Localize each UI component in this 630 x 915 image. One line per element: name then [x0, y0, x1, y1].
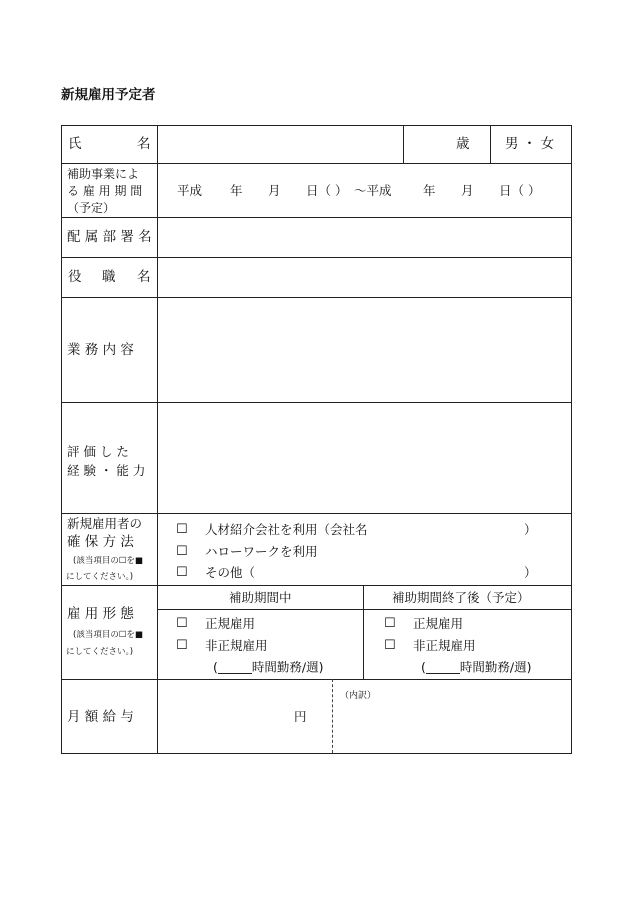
- checkbox-during-nonregular[interactable]: ☐: [176, 638, 188, 653]
- during-hours: ( 時間勤務/週): [213, 659, 324, 675]
- department-field[interactable]: [158, 218, 571, 256]
- option-agency-close: ）: [524, 522, 537, 537]
- option-other-label: その他（: [205, 565, 256, 580]
- salary-amount-field[interactable]: [160, 690, 290, 740]
- recruitment-note-line2: にしてください。): [66, 572, 134, 582]
- after-regular-label: 正規雇用: [413, 616, 464, 631]
- period-from-month: 月: [268, 183, 281, 198]
- employment-col2-header: 補助期間終了後（予定）: [392, 590, 530, 605]
- position-field[interactable]: [158, 258, 571, 296]
- experience-field[interactable]: [158, 403, 571, 512]
- page-title: 新規雇用予定者: [61, 87, 156, 103]
- option-other-close: ）: [524, 565, 537, 580]
- gender-options[interactable]: 男 ・ 女: [505, 136, 555, 152]
- age-field[interactable]: [404, 126, 454, 162]
- checkbox-after-regular[interactable]: ☐: [384, 616, 396, 631]
- experience-label-line1: 評 価 し た: [67, 444, 129, 459]
- position-label-c: 名: [137, 269, 151, 285]
- period-to-era: ～平成: [354, 183, 392, 198]
- period-from-day: 日（ ）: [306, 183, 348, 198]
- duties-field[interactable]: [158, 298, 571, 401]
- position-label-a: 役: [68, 269, 82, 285]
- employment-col1-header: 補助期間中: [229, 590, 292, 605]
- name-label-b: 名: [137, 136, 151, 152]
- period-label-line1: 補助事業によ: [67, 167, 140, 181]
- recruitment-label-line1: 新規雇用者の: [67, 516, 143, 531]
- checkbox-during-regular[interactable]: ☐: [176, 616, 188, 631]
- other-detail-field[interactable]: [262, 563, 520, 581]
- after-hours-suffix: 時間勤務/週: [459, 659, 527, 675]
- salary-breakdown-field[interactable]: [334, 705, 569, 751]
- employment-note-line2: にしてください。): [66, 647, 134, 657]
- after-nonregular-label: 非正規雇用: [413, 638, 476, 653]
- position-label-b: 職: [102, 269, 116, 285]
- period-from-year: 年: [230, 183, 243, 198]
- checkbox-other[interactable]: ☐: [176, 565, 188, 580]
- salary-label: 月 額 給 与: [67, 709, 134, 725]
- salary-unit: 円: [294, 709, 307, 724]
- checkbox-after-nonregular[interactable]: ☐: [384, 638, 396, 653]
- name-field[interactable]: [158, 126, 402, 162]
- checkbox-agency[interactable]: ☐: [176, 522, 188, 537]
- period-to-day: 日（ ）: [499, 183, 541, 198]
- after-hours: ( 時間勤務/週): [421, 659, 532, 675]
- period-to-year: 年: [423, 183, 436, 198]
- during-nonregular-label: 非正規雇用: [205, 638, 268, 653]
- period-label-line3: （予定）: [67, 201, 116, 215]
- recruitment-label-line2: 確 保 方 法: [67, 534, 134, 550]
- checkbox-hellowork[interactable]: ☐: [176, 544, 188, 559]
- age-unit: 歳: [456, 136, 470, 152]
- during-regular-label: 正規雇用: [205, 616, 256, 631]
- duties-label: 業 務 内 容: [67, 342, 134, 358]
- after-hours-field[interactable]: [426, 661, 460, 674]
- employment-label: 雇 用 形 態: [67, 606, 134, 622]
- employment-note-line1: (該当項目の☐を■: [73, 630, 143, 640]
- period-from-era: 平成: [177, 183, 203, 198]
- name-label-a: 氏: [68, 136, 82, 152]
- period-to-month: 月: [461, 183, 474, 198]
- during-hours-field[interactable]: [218, 661, 252, 674]
- department-label: 配 属 部 署 名: [67, 229, 152, 245]
- salary-breakdown-label: （内訳）: [340, 691, 377, 701]
- recruitment-note-line1: (該当項目の☐を■: [73, 556, 143, 566]
- experience-label-line2: 経 験 ・ 能 力: [67, 463, 146, 478]
- option-agency-label: 人材紹介会社を利用（会社名: [205, 522, 368, 537]
- during-hours-suffix: 時間勤務/週: [251, 659, 319, 675]
- option-hellowork-label: ハローワークを利用: [205, 544, 318, 559]
- period-label-line2: る 雇 用 期 間: [67, 184, 143, 198]
- agency-name-field[interactable]: [384, 520, 520, 538]
